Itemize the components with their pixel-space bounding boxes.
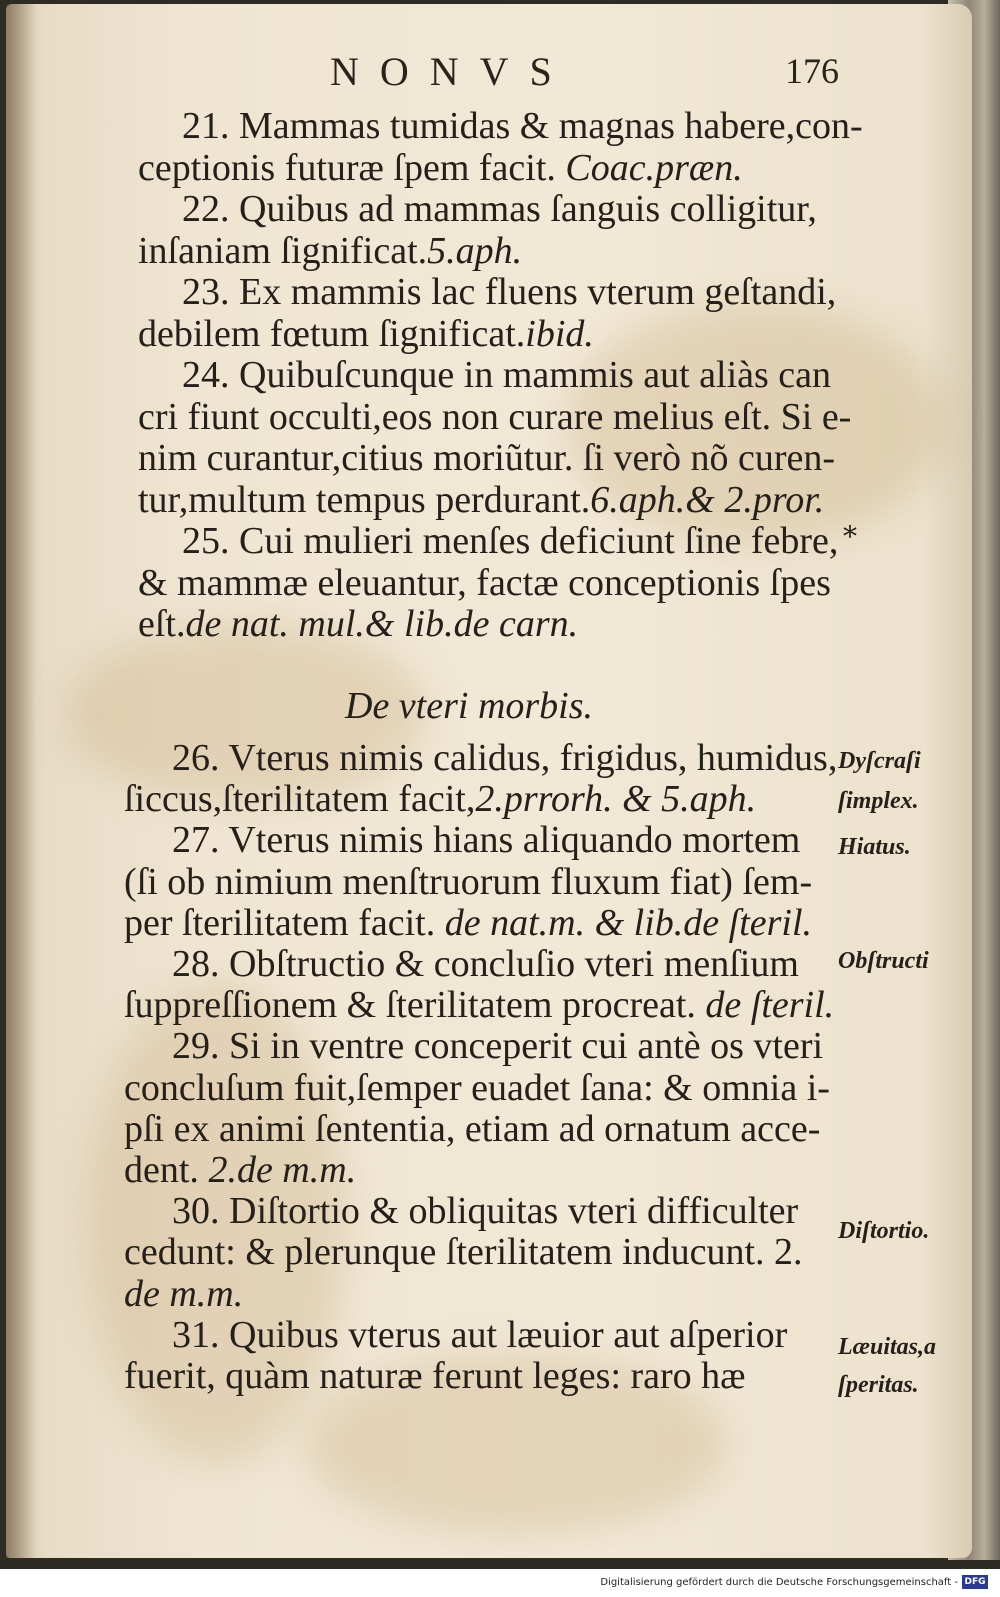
marginal-note: ſimplex. — [838, 788, 919, 814]
text-line — [138, 229, 522, 273]
text-line — [124, 1066, 830, 1110]
line-text: 23. Ex mammis lac fluens vterum geſtandi, — [182, 271, 837, 313]
text-line — [172, 942, 799, 986]
text-line — [124, 1230, 803, 1274]
text-line — [182, 353, 831, 397]
line-text: 29. Si in ventre conceperit cui antè os vteri — [172, 1025, 824, 1068]
line-text: ceptionis futuræ ſpem facit. — [138, 146, 566, 189]
text-line — [124, 860, 812, 904]
line-text: concluſum fuit,ſemper euadet ſana: & omnia i- — [124, 1066, 830, 1109]
citation-reference: 5.aph. — [427, 229, 523, 272]
text-line — [138, 478, 824, 522]
line-text: ſiccus,ſterilitatem facit, — [124, 778, 476, 821]
line-text: cedunt: & plerunque ſterilitatem inducunt. 2. — [124, 1231, 803, 1274]
section-heading: De vteri morbis. — [345, 685, 594, 727]
footer-bar — [0, 1569, 1000, 1597]
line-text: ſuppreſſionem & ſterilitatem procreat. — [124, 984, 706, 1027]
text-line — [124, 1148, 356, 1192]
citation-reference: de m.m. — [124, 1272, 244, 1315]
text-line — [182, 187, 817, 231]
page-number: 176 — [785, 51, 839, 91]
line-text: per ſterilitatem facit. — [124, 901, 445, 944]
line-text: 26. Vterus nimis calidus, frigidus, humidus, — [172, 737, 838, 779]
marginal-note: Læuitas,a — [838, 1334, 937, 1360]
citation-reference: de nat.m. & lib.de ſteril. — [444, 901, 813, 944]
line-text: 31. Quibus vterus aut læuior aut aſperior — [172, 1313, 788, 1356]
text-line — [138, 561, 831, 605]
line-text: 30. Diſtortio & obliquitas vteri difficulter — [172, 1190, 799, 1233]
line-text: 27. Vterus nimis hians aliquando mortem — [172, 819, 801, 862]
marginal-note: Diſtortio. — [838, 1218, 930, 1244]
line-text: fuerit, quàm naturæ ferunt leges: raro hæ — [124, 1355, 746, 1397]
line-text: 22. Quibus ad mammas ſanguis colligitur, — [182, 188, 817, 230]
page-gutter — [6, 4, 36, 1558]
text-line — [182, 104, 863, 148]
text-line — [138, 602, 578, 646]
citation-reference: Coac.præn. — [565, 146, 743, 189]
asterisk-mark: * — [843, 520, 857, 553]
text-line — [182, 519, 838, 563]
text-line — [124, 983, 834, 1027]
line-text: eſt. — [138, 603, 186, 645]
text-line — [124, 901, 812, 945]
line-text: tur,multum tempus perdurant. — [138, 478, 591, 521]
line-text: nim curantur,citius moriũtur. ſi verò nõ curen- — [138, 437, 836, 479]
citation-reference: ibid. — [525, 312, 594, 355]
text-line — [172, 1313, 787, 1357]
line-text: 28. Obſtructio & concluſio vteri menſium — [172, 943, 799, 985]
text-line — [124, 1354, 746, 1398]
marginal-note: ſperitas. — [838, 1372, 919, 1398]
text-line — [138, 312, 594, 356]
marginal-note: Obſtructi — [838, 948, 929, 974]
text-line — [138, 146, 743, 190]
running-head: NONVS — [330, 49, 573, 94]
marginal-note: Dyſcraſi — [838, 748, 921, 774]
text-line — [138, 395, 851, 439]
citation-reference: 2.prrorh. & 5.aph. — [475, 778, 757, 821]
citation-reference: 2.de m.m. — [208, 1149, 357, 1191]
text-line — [124, 1107, 820, 1151]
line-text: pſi ex animi ſententia, etiam ad ornatum acce- — [124, 1107, 821, 1150]
line-text: debilem fœtum ſignificat. — [138, 312, 526, 355]
citation-reference: de nat. mul.& lib.de carn. — [185, 603, 579, 645]
footer-credit: Digitalisierung gefördert durch die Deutsche Forschungsgemeinschaft - — [600, 1577, 958, 1588]
line-text: dent. — [124, 1149, 209, 1191]
line-text: (ſi ob nimium menſtruorum fluxum fiat) ſem- — [124, 860, 813, 903]
line-text: 24. Quibuſcunque in mammis aut aliàs can — [182, 354, 832, 396]
line-text: 21. Mammas tumidas & magnas habere,con- — [182, 105, 863, 147]
line-text: 25. Cui mulieri menſes deficiunt ſine febre, — [182, 520, 839, 562]
text-line — [138, 436, 835, 480]
dfg-logo: DFG — [962, 1575, 988, 1589]
text-line — [172, 736, 837, 780]
text-line — [172, 1024, 823, 1068]
text-line — [124, 777, 756, 821]
marginal-note: Hiatus. — [838, 834, 911, 860]
text-line — [172, 818, 800, 862]
line-text: inſaniam ſignificat. — [138, 229, 428, 272]
text-line — [124, 1272, 243, 1316]
line-text: cri fiunt occulti,eos non curare melius eſt. Si e- — [138, 395, 852, 438]
line-text: & mammæ eleuantur, factæ conceptionis ſpes — [138, 561, 831, 604]
text-line — [172, 1189, 798, 1233]
citation-reference: de ſteril. — [705, 984, 835, 1027]
citation-reference: 6.aph.& 2.pror. — [590, 478, 825, 521]
text-line — [182, 270, 836, 314]
